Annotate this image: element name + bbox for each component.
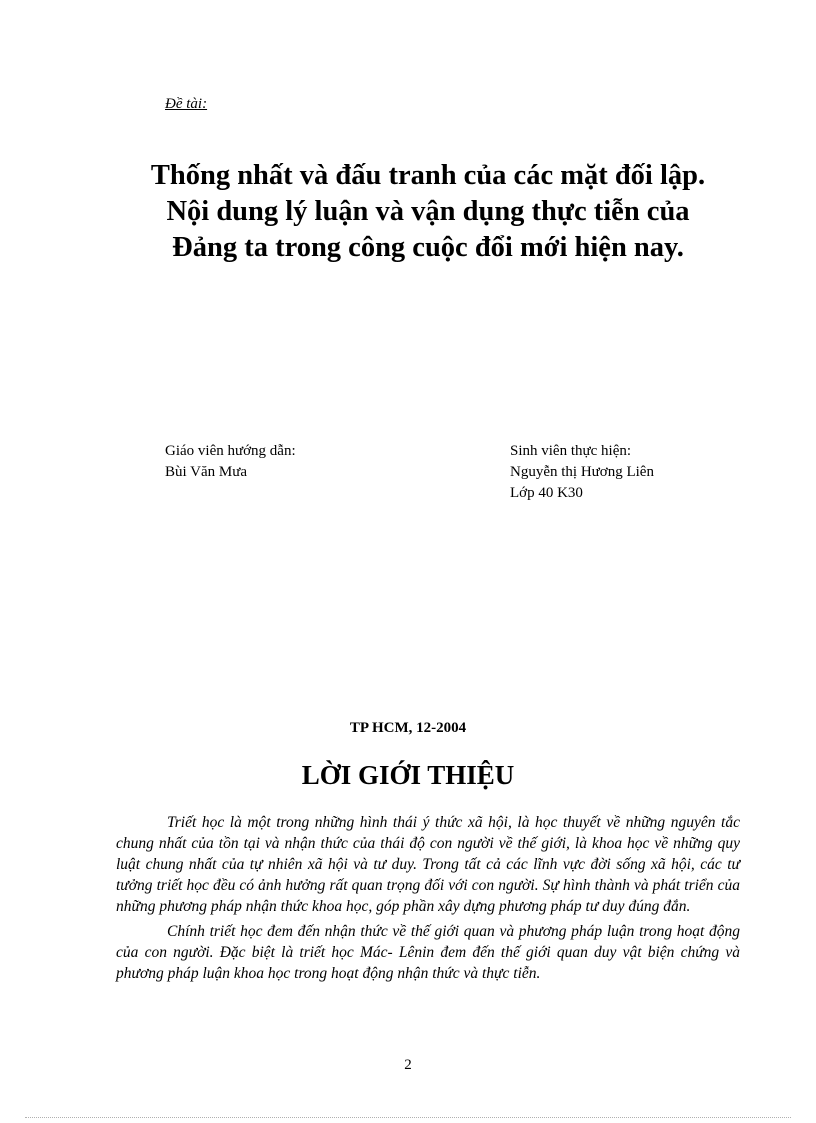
advisor-name: Bùi Văn Mưa	[165, 464, 248, 480]
student-name: Nguyễn thị Hương Liên	[510, 464, 654, 480]
student-class: Lớp 40 K30	[510, 485, 583, 501]
student-label: Sinh viên thực hiện:	[510, 443, 632, 459]
subject-label: Đề tài:	[165, 96, 208, 112]
place-date: TP HCM, 12-2004	[349, 720, 467, 736]
page-number: 2	[404, 1057, 412, 1073]
student-info	[510, 441, 654, 504]
advisor-info	[165, 441, 296, 483]
page-bottom-divider	[25, 1117, 791, 1118]
paragraph: Chính triết học đem đến nhận thức về thế giới quan và phương pháp luận trong hoạt động của con người. Đặc biệt là triết học Mác- Lênin đem đến thế giới quan duy vật biện chứng và phương pháp luận khoa học trong hoạt động nhận thức và thực tiễn.	[116, 923, 740, 982]
thesis-title-line: Đảng ta trong công cuộc đổi mới hiện nay.	[172, 232, 684, 263]
paragraph: Triết học là một trong những hình thái ý thức xã hội, là học thuyết về những nguyên tắc chung nhất của tồn tại và nhận thức của thái độ con người về thế giới, là khoa học về những quy luật chung nhất của tự nhiên xã hội và tư duy. Trong tất cả các lĩnh vực đời sống xã hội, các tư tưởng triết học đều có ảnh hưởng rất quan trọng đối với con người. Sự hình thành và phát triển của những phương pháp nhận thức khoa học, góp phần xây dựng phương pháp tư duy đúng đắn.	[116, 814, 740, 915]
introduction-body	[116, 812, 740, 988]
section-title: LỜI GIỚI THIỆU	[301, 760, 515, 790]
thesis-title-line: Nội dung lý luận và vận dụng thực tiễn của	[166, 196, 690, 227]
thesis-title-line: Thống nhất và đấu tranh của các mặt đối lập.	[150, 160, 706, 191]
advisor-label: Giáo viên hướng dẫn:	[165, 443, 296, 459]
thesis-title	[100, 158, 756, 266]
